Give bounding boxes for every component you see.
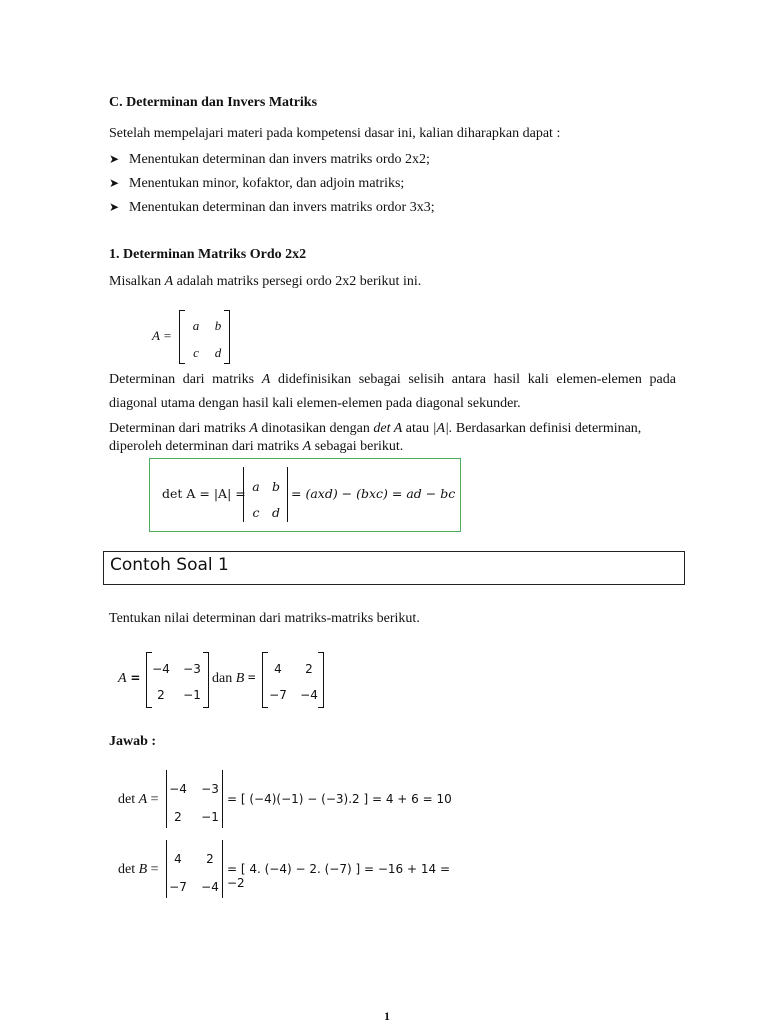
det-a-rhs: = [ (−4)(−1) − (−3).2 ] = 4 + 6 = 10 (227, 792, 452, 806)
matrix-label: A = (152, 328, 172, 343)
notation-line-2: diperoleh determinan dari matriks A sebagai berikut. (109, 439, 404, 454)
matrix-intro-text: Misalkan A adalah matriks persegi ordo 2x2 berikut ini. (109, 274, 422, 289)
page-number: 1 (384, 1009, 390, 1023)
subsection-title: 1. Determinan Matriks Ordo 2x2 (109, 247, 307, 262)
det-b-rhs: = [ 4. (−4) − 2. (−7) ] = −16 + 14 = −2 (227, 862, 451, 890)
arrow-bullet-icon: ➤ (109, 200, 120, 214)
example-heading-box (103, 551, 685, 585)
determinant-formula-box: det A = |A| = a b c d = (axd) − (bxc) = ad − bc (149, 458, 461, 532)
intro-text: Setelah mempelajari materi pada kompetensi dasar ini, kalian diharapkan dapat : (109, 126, 561, 141)
matrix-a-general: A = a b c d (152, 308, 242, 364)
answer-label: Jawab : (109, 734, 157, 749)
definition-line-1: Determinan dari matriks A didefinisikan sebagai selisih antara hasil kali elemen-elemen pada (109, 372, 676, 387)
example-heading: Contoh Soal 1 (110, 555, 229, 575)
section-title: C. Determinan dan Invers Matriks (109, 95, 318, 110)
example-question: Tentukan nilai determinan dari matriks-matriks berikut. (109, 611, 420, 626)
example-matrices: A = −4 −3 2 −1 dan B = 4 2 −7 −4 (118, 652, 338, 708)
det-b-solution: det B = 4 2 −7 −4 = [ 4. (−4) − 2. (−7) ] = −16 + 14 = −2 (118, 840, 458, 900)
definition-line-2: diagonal utama dengan hasil kali elemen-elemen pada diagonal sekunder. (109, 396, 521, 411)
det-a-solution: det A = −4 −3 2 −1 = [ (−4)(−1) − (−3).2 ] = 4 + 6 = 10 (118, 770, 458, 830)
goal-item: ➤ Menentukan determinan dan invers matriks ordo 2x2; (109, 152, 430, 167)
goal-item: ➤ Menentukan minor, kofaktor, dan adjoin matriks; (109, 176, 405, 191)
formula-rhs: = (axd) − (bxc) = ad − bc (291, 486, 456, 501)
notation-line-1: Determinan dari matriks A dinotasikan dengan det A atau |A|. Berdasarkan definisi determinan, (109, 421, 642, 436)
dan-text: dan B = (212, 671, 256, 686)
matrix-a-label: A = (118, 671, 141, 686)
goal-item: ➤ Menentukan determinan dan invers matriks ordor 3x3; (109, 200, 435, 215)
arrow-bullet-icon: ➤ (109, 152, 120, 166)
arrow-bullet-icon: ➤ (109, 176, 120, 190)
formula-lhs: det A = |A| = (162, 486, 246, 501)
